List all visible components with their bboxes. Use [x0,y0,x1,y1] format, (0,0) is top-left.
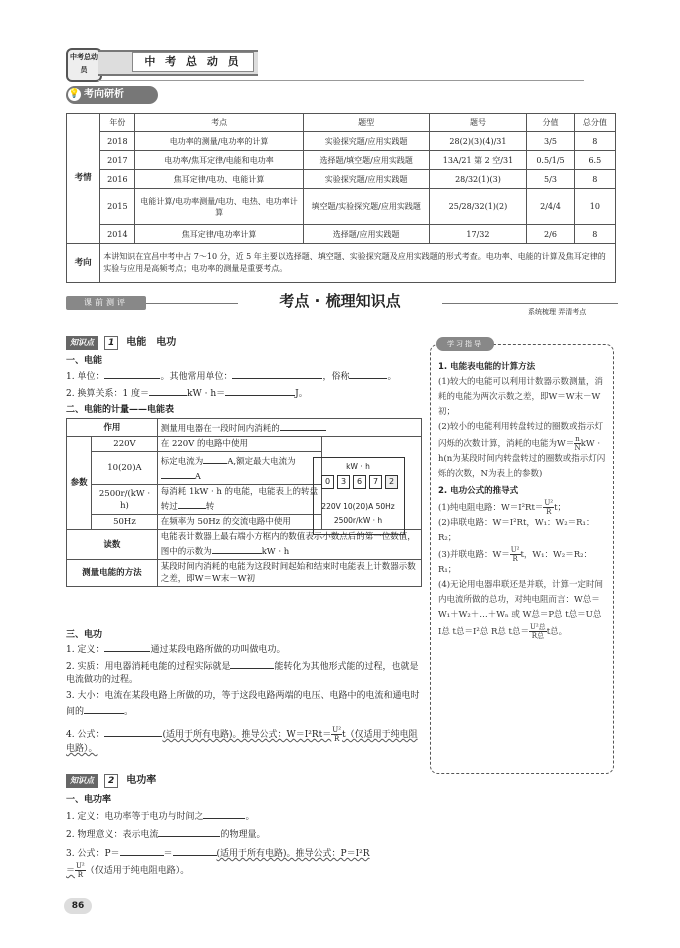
col-num: 题号 [429,114,527,132]
kp1-sub1: 一、电能 [66,356,103,366]
text: 2. 电功公式的推导式 [438,486,519,496]
text: ＝ [163,849,173,859]
text: 2. 实质：用电器消耗电能的过程实际就是 [66,662,231,672]
meter-digit: 2 [385,475,398,489]
cell-year: 2017 [100,151,135,170]
text: 1. 单位： [66,372,105,382]
param-name: 50Hz [92,515,158,530]
param-name: 10(20)A [92,452,158,485]
cell-num: 13A/21 第 2 空/31 [429,151,527,170]
blank [104,368,160,379]
row-value: 某段时间内消耗的电能为这段时间起始和结束时电能表上计数器示数之差，即W＝W末－W初 [157,560,421,587]
kp1-def1 [66,641,426,657]
table-row [67,437,422,452]
blank [173,845,217,856]
text: 测量用电器在一段时间内消耗的 [160,424,280,434]
frac-num: U²总 [529,623,546,631]
text: 2. 换算关系：1 度＝ [66,389,150,399]
exam-analysis-table [66,113,616,283]
blank [178,498,206,509]
text: t（仅适用于纯电阻电路）。 [66,730,418,754]
meter-digit: 3 [337,475,350,489]
text: 1. 定义： [66,645,105,655]
text: t总。 [546,627,568,637]
blank [158,826,220,837]
row-label: 作用 [67,419,158,437]
param-label: 参数 [67,437,92,530]
table-row [67,419,422,437]
param-name: 2500r/(kW · h) [92,485,158,515]
text: (适用于所有电路)。推导公式：W＝I²Rt＝ [162,730,332,740]
param-value [157,452,321,485]
table-row [67,225,616,244]
text: (3)并联电路：W＝ [438,550,510,560]
text: 每消耗 1kW · h 的电能，电能表上的转盘转过 [160,487,319,512]
text: ＝ [66,866,76,876]
table-row [67,189,616,225]
study-guide-content [438,360,606,640]
cell-topic: 电能计算/电功率测量/电功、电热、电功率计算 [135,189,303,225]
blank [212,543,262,554]
frac-num: U² [332,726,342,734]
study-guide-tag: 学习指导 [436,337,494,351]
kp2-line3 [66,845,438,861]
kp2-sub1: 一、电功率 [66,795,112,805]
text: 标定电流为 [160,457,204,467]
fraction [543,499,554,516]
section-exam-analysis [66,86,158,104]
banner-left-tag: 课前测评 [66,296,146,310]
text: (4)无论用电器串联还是并联，计算一定时间内电流所做的总功，对纯电阻而言：W总＝W₁＋W₂＋…＋Wₙ 或 W总＝P总 t总＝U总 I总 t总＝I²总 R总 t总＝ [438,580,604,637]
frac-num: n [575,435,580,443]
text: (适用于所有电路)。推导公式：P＝I²R [216,849,370,859]
col-type: 题型 [303,114,429,132]
text: 1. 定义：电功率等于电功与时间之 [66,812,204,822]
cell-topic: 电功率的测量/电功率的计算 [135,132,303,151]
text: 3. 公式：P＝ [66,849,120,859]
book-logo [66,48,102,82]
param-value: 在频率为 50Hz 的交流电路中使用 [157,515,321,530]
cell-topic: 焦耳定律/电功、电能计算 [135,170,303,189]
fraction [529,623,547,640]
banner-subtitle: 系统梳理 弄清考点 [528,308,587,316]
blank [104,641,150,652]
guide-title [438,360,606,375]
kp1-def3 [66,690,426,719]
section-label: 考向研析 [84,89,124,100]
text: J。 [295,389,308,399]
frac-den: R [512,555,518,563]
meter-digits [321,475,398,489]
kp-tag: 知识点 [66,336,98,350]
cell-total: 8 [574,132,615,151]
text: 。其他常用单位： [160,372,233,382]
text: 3. 大小：电流在某段电路上所做的功，等于这段电路两端的电压、电路中的电流和通电时间的 [66,691,420,717]
text: 转 [205,502,215,512]
guide-paragraph: (2)串联电路：W＝I²Rt，W₁：W₂＝R₁：R₂； [438,518,595,543]
kp2-line4 [66,862,438,879]
text: (2)较小的电能利用转盘转过的圈数或指示灯闪烁的次数计算，消耗的电能为W＝ [438,422,604,449]
table-header-row [67,114,616,132]
cell-topic: 电功率/焦耳定律/电能和电功率 [135,151,303,170]
fraction [510,546,521,563]
guide-paragraph [438,578,606,640]
exam-trend-label: 考向 [67,244,100,283]
blank [149,385,187,396]
table-row [67,560,422,587]
fraction [75,862,86,879]
cell-score: 2/4/4 [527,189,574,225]
banner-title: 考点 · 梳理知识点 [238,290,442,312]
col-score: 分值 [527,114,574,132]
row-value [157,419,421,437]
blank [230,658,274,669]
text: ，俗称 [322,372,350,382]
trend-row [67,244,616,283]
meter-digit: 7 [369,475,382,489]
blank [203,808,245,819]
logo-text: 中考总动员 [70,52,98,74]
cell-num: 17/32 [429,225,527,244]
cell-topic: 焦耳定律/电功率计算 [135,225,303,244]
col-total: 总分值 [574,114,615,132]
param-value [157,485,321,515]
guide-paragraph: (1)较大的电能可以利用计数器示数测量，消耗的电能为两次示数之差，即W＝W末－W初； [438,377,604,417]
text: 4. 公式： [66,730,105,740]
kp1-line1 [66,368,426,384]
blank [232,368,322,379]
kp1-def4 [66,726,426,756]
cell-year: 2014 [100,225,135,244]
book-title: 中 考 总 动 员 [132,52,254,72]
kp-number: 2 [104,774,118,788]
meter-unit: kW · h [346,462,370,471]
meter-spec: 220V 10(20)A 50Hz [321,502,395,511]
table-row [67,170,616,189]
blank [161,468,195,479]
cell-total: 8 [574,225,615,244]
blank [84,703,124,714]
cell-num: 28/32(1)(3) [429,170,527,189]
text: kW · h＝ [187,389,226,399]
text: 1. 电能表电能的计算方法 [438,362,536,372]
text: 。 [124,707,134,717]
guide-paragraph [438,499,606,516]
text: A,额定最大电流为 [227,457,296,467]
cell-type: 选择题/填空题/应用实践题 [303,151,429,170]
kp1-sub3: 三、电功 [66,630,103,640]
text: （仅适用于纯电阻电路）。 [85,866,190,876]
text: A [194,472,201,482]
cell-type: 实验探究题/应用实践题 [303,132,429,151]
cell-type: 实验探究题/应用实践题 [303,170,429,189]
blank [203,453,227,464]
cell-type: 选择题/应用实践题 [303,225,429,244]
text: 的物理量。 [220,830,266,840]
kp2-line2 [66,826,426,842]
guide-paragraph [438,420,606,482]
table-row [67,151,616,170]
col-topic: 考点 [135,114,303,132]
cell-year: 2018 [100,132,135,151]
exam-situation-label: 考情 [67,114,100,244]
electric-meter-figure [313,457,405,535]
text: 2. 物理意义：表示电流 [66,830,159,840]
fraction [331,726,342,743]
text: kW · h [261,547,290,557]
table-row [67,132,616,151]
frac-den: R [77,871,84,879]
exam-trend-text: 本讲知识在宜昌中考中占 7～10 分，近 5 年主要以选择题、填空题、实验探究题及应用实践题的形式考查。电功率、电能的计算及焦耳定律的实验与应用是高频考点；电功率的测量是重要考点。 [100,244,616,283]
kp-number: 1 [104,336,118,350]
cell-score: 2/6 [527,225,574,244]
text: 通过某段电路所做的功叫做电功。 [150,645,286,655]
row-label: 测量电能的方法 [67,560,158,587]
kp1-def2 [66,658,426,687]
kp1-line2 [66,385,426,401]
frac-num: U² [510,546,520,554]
frac-den: R总 [531,632,544,640]
blank [120,845,164,856]
cell-score: 5/3 [527,170,574,189]
blank [280,420,326,431]
text: 。 [387,372,397,382]
page-number: 86 [64,898,92,914]
frac-num: U² [76,862,85,870]
col-year: 年份 [100,114,135,132]
param-name: 220V [92,437,158,452]
frac-den: N [574,444,581,452]
cell-year: 2016 [100,170,135,189]
kp-title: 电能 电功 [126,337,177,348]
cell-score: 0.5/1/5 [527,151,574,170]
cell-num: 28(2)(3)(4)/31 [429,132,527,151]
blank [349,368,387,379]
text: 电能表计数器上最右端小方框内的数值表示小数点后的第一位数值，图中的示数为 [160,532,416,557]
text: (1)纯电阻电路：W＝I²Rt＝ [438,503,544,513]
frac-den: R [334,735,340,743]
blank [225,385,295,396]
meter-spec: 2500r/kW · h [333,516,383,525]
text: t，W₁：W₂＝R₂：R₁； [438,550,593,575]
text: t； [554,503,566,513]
param-value: 在 220V 的电路中使用 [157,437,321,452]
kp1-sub2: 二、电能的计量——电能表 [66,405,175,415]
kp1-heading [66,333,176,350]
meter-digit: 0 [321,475,334,489]
cell-year: 2015 [100,189,135,225]
cell-total: 6.5 [574,151,615,170]
frac-den: R [546,508,552,516]
blank [104,726,162,737]
cell-total: 10 [574,189,615,225]
cell-num: 25/28/32(1)(2) [429,189,527,225]
text: 能转化为其他形式能的过程，也就是电流做功的过程。 [66,662,419,685]
cell-score: 3/5 [527,132,574,151]
guide-title [438,484,606,499]
kp-tag: 知识点 [66,774,98,788]
cell-total: 8 [574,170,615,189]
meter-digit: 6 [353,475,366,489]
lightbulb-icon: 💡 [68,89,81,99]
kp-title: 电功率 [126,775,157,786]
frac-num: U² [544,499,554,507]
cell-type: 填空题/实验探究题/应用实践题 [303,189,429,225]
header-divider [98,80,584,81]
text: 。 [245,812,255,822]
kp2-line1 [66,808,426,824]
guide-paragraph [438,546,606,578]
kp2-heading [66,771,156,788]
row-label: 读数 [67,530,158,560]
text: kW · h(n为某段时间内转盘转过的圈数或指示灯闪烁的次数，N为表上的参数) [438,439,606,479]
